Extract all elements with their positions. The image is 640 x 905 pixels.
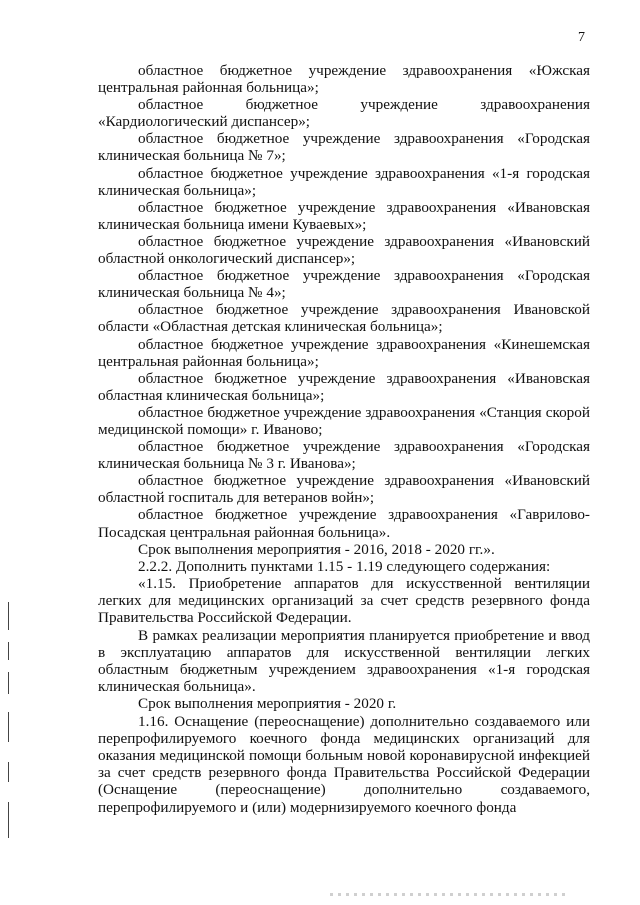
- paragraph: Срок выполнения мероприятия - 2016, 2018 - 2020 гг.».: [138, 540, 495, 558]
- paragraph: 1.16. Оснащение (переоснащение) дополнительно создаваемого или перепрофилируемого коечного фонда медицинских организаций для оказания медицинской помощи больным новой коронавирусной инфекцией за счет средств резервного фонда Правительства Российской Федерации (Оснащение (переоснащение) дополнительно создаваемого, перепрофилируемого и (или) модернизируемого коечного фонда: [98, 713, 590, 816]
- paragraph: областное бюджетное учреждение здравоохранения «Южская центральная районная больница»;: [98, 62, 590, 97]
- paragraph: областное бюджетное учреждение здравоохранения «Ивановский областной госпиталь для ветеранов войн»;: [98, 472, 590, 507]
- paragraph: В рамках реализации мероприятия планируется приобретение и ввод в эксплуатацию аппаратов для искусственной вентиляции легких областным бюджетным учреждением здравоохранения «1-я городская клиническая больница».: [98, 626, 590, 695]
- scan-bottom-artifact: [330, 893, 570, 896]
- page-number: 7: [578, 30, 585, 45]
- paragraph: областное бюджетное учреждение здравоохранения «1-я городская клиническая больница»;: [98, 164, 590, 199]
- scan-margin-marks: [8, 602, 12, 842]
- paragraph: «1.15. Приобретение аппаратов для искусственной вентиляции легких для медицинских организаций за счет средств резервного фонда Правительства Российской Федерации.: [98, 574, 590, 626]
- paragraph: областное бюджетное учреждение здравоохранения «Кинешемская центральная районная больница»;: [98, 335, 590, 370]
- paragraph: 2.2.2. Дополнить пунктами 1.15 - 1.19 следующего содержания:: [138, 557, 551, 575]
- paragraph: областное бюджетное учреждение здравоохранения «Ивановская клиническая больница имени Куваевых»;: [98, 198, 590, 233]
- paragraph: областное бюджетное учреждение здравоохранения «Городская клиническая больница № 7»;: [98, 130, 590, 165]
- paragraph: областное бюджетное учреждение здравоохранения Ивановской области «Областная детская клиническая больница»;: [98, 301, 590, 336]
- paragraph: областное бюджетное учреждение здравоохранения «Городская клиническая больница № 3 г. Иванова»;: [98, 438, 590, 473]
- paragraph: областное бюджетное учреждение здравоохранения «Гаврилово-Посадская центральная районная больница».: [98, 506, 590, 541]
- paragraph: областное бюджетное учреждение здравоохранения «Станция скорой медицинской помощи» г. Иваново;: [98, 403, 590, 438]
- paragraph: Срок выполнения мероприятия - 2020 г.: [138, 695, 397, 713]
- document-body: [98, 62, 590, 816]
- paragraph: областное бюджетное учреждение здравоохранения «Ивановская областная клиническая больница»;: [98, 369, 590, 404]
- paragraph: областное бюджетное учреждение здравоохранения «Ивановский областной онкологический диспансер»;: [98, 232, 590, 268]
- paragraph: областное бюджетное учреждение здравоохранения «Городская клиническая больница № 4»;: [98, 267, 590, 302]
- paragraph: областное бюджетное учреждение здравоохранения «Кардиологический диспансер»;: [98, 96, 590, 131]
